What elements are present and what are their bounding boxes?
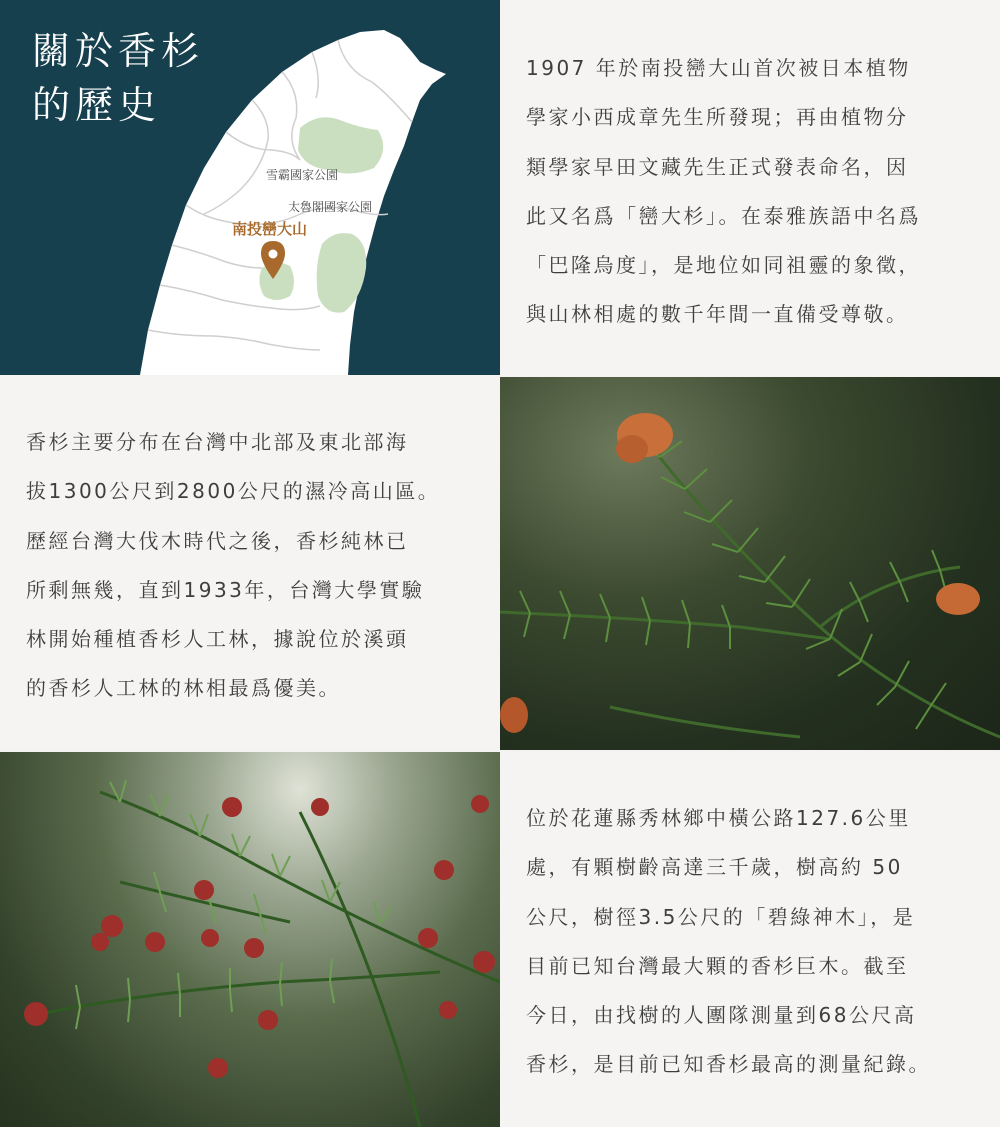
paragraph-line: 1907 年於南投巒大山首次被日本植物: [526, 56, 911, 80]
paragraph-line: 香杉，是目前已知香杉最高的測量紀錄。: [526, 1052, 931, 1077]
history-paragraph: [526, 44, 981, 340]
paragraph-line: 位於花蓮縣秀林鄉中橫公路127.6公里: [526, 806, 911, 830]
paragraph-line: 目前已知台灣最大顆的香杉巨木。截至: [526, 953, 909, 978]
paragraph-line: 「巴隆烏度」，是地位如同祖靈的象徵，: [526, 253, 921, 278]
paragraph-line: 今日，由找樹的人團隊測量到68公尺高: [526, 1003, 917, 1028]
giant-tree-paragraph: [526, 794, 986, 1090]
paragraph-line: 此又名爲「巒大杉」。在泰雅族語中名爲: [526, 203, 921, 228]
red-bud-cluster: [24, 795, 495, 1078]
paragraph-line: 所剩無幾，直到1933年，台灣大學實驗: [26, 577, 425, 602]
xueba-label: 雪霸國家公園: [266, 168, 339, 182]
paragraph-line: 與山林相處的數千年間一直備受尊敬。: [526, 302, 909, 327]
paragraph-line: 處，有顆樹齡高達三千歲，樹高約 50: [526, 855, 903, 880]
paragraph-line: 學家小西成章先生所發現；再由植物分: [526, 105, 909, 130]
paragraph-line: 歷經台灣大伐木時代之後，香杉純林已: [26, 528, 409, 553]
cone-cluster: [500, 413, 980, 733]
paragraph-line: 公尺，樹徑3.5公尺的「碧綠神木」，是: [526, 904, 916, 929]
paragraph-line: 拔1300公尺到2800公尺的濕冷高山區。: [26, 479, 441, 504]
paragraph-line: 類學家早田文藏先生正式發表命名，因: [526, 154, 909, 179]
buds-illustration: [0, 752, 500, 1127]
branch-illustration: [500, 377, 1000, 750]
map-panel: [0, 0, 500, 375]
tree-buds-photo: [0, 752, 500, 1127]
distribution-paragraph: [26, 418, 488, 714]
title-line: 關於香杉: [32, 29, 205, 73]
title-line: 的歷史: [32, 83, 162, 127]
page-title: [32, 24, 204, 132]
taroko-label: 太魯閣國家公園: [288, 200, 373, 214]
paragraph-line: 的香杉人工林的林相最爲優美。: [26, 676, 341, 701]
taroko-park-area: [317, 233, 367, 313]
paragraph-line: 香杉主要分布在台灣中北部及東北部海: [26, 430, 409, 454]
nantou-label: 南投巒大山: [232, 220, 308, 238]
paragraph-line: 林開始種植香杉人工林，據說位於溪頭: [26, 627, 409, 652]
tree-branch-photo: [500, 377, 1000, 750]
